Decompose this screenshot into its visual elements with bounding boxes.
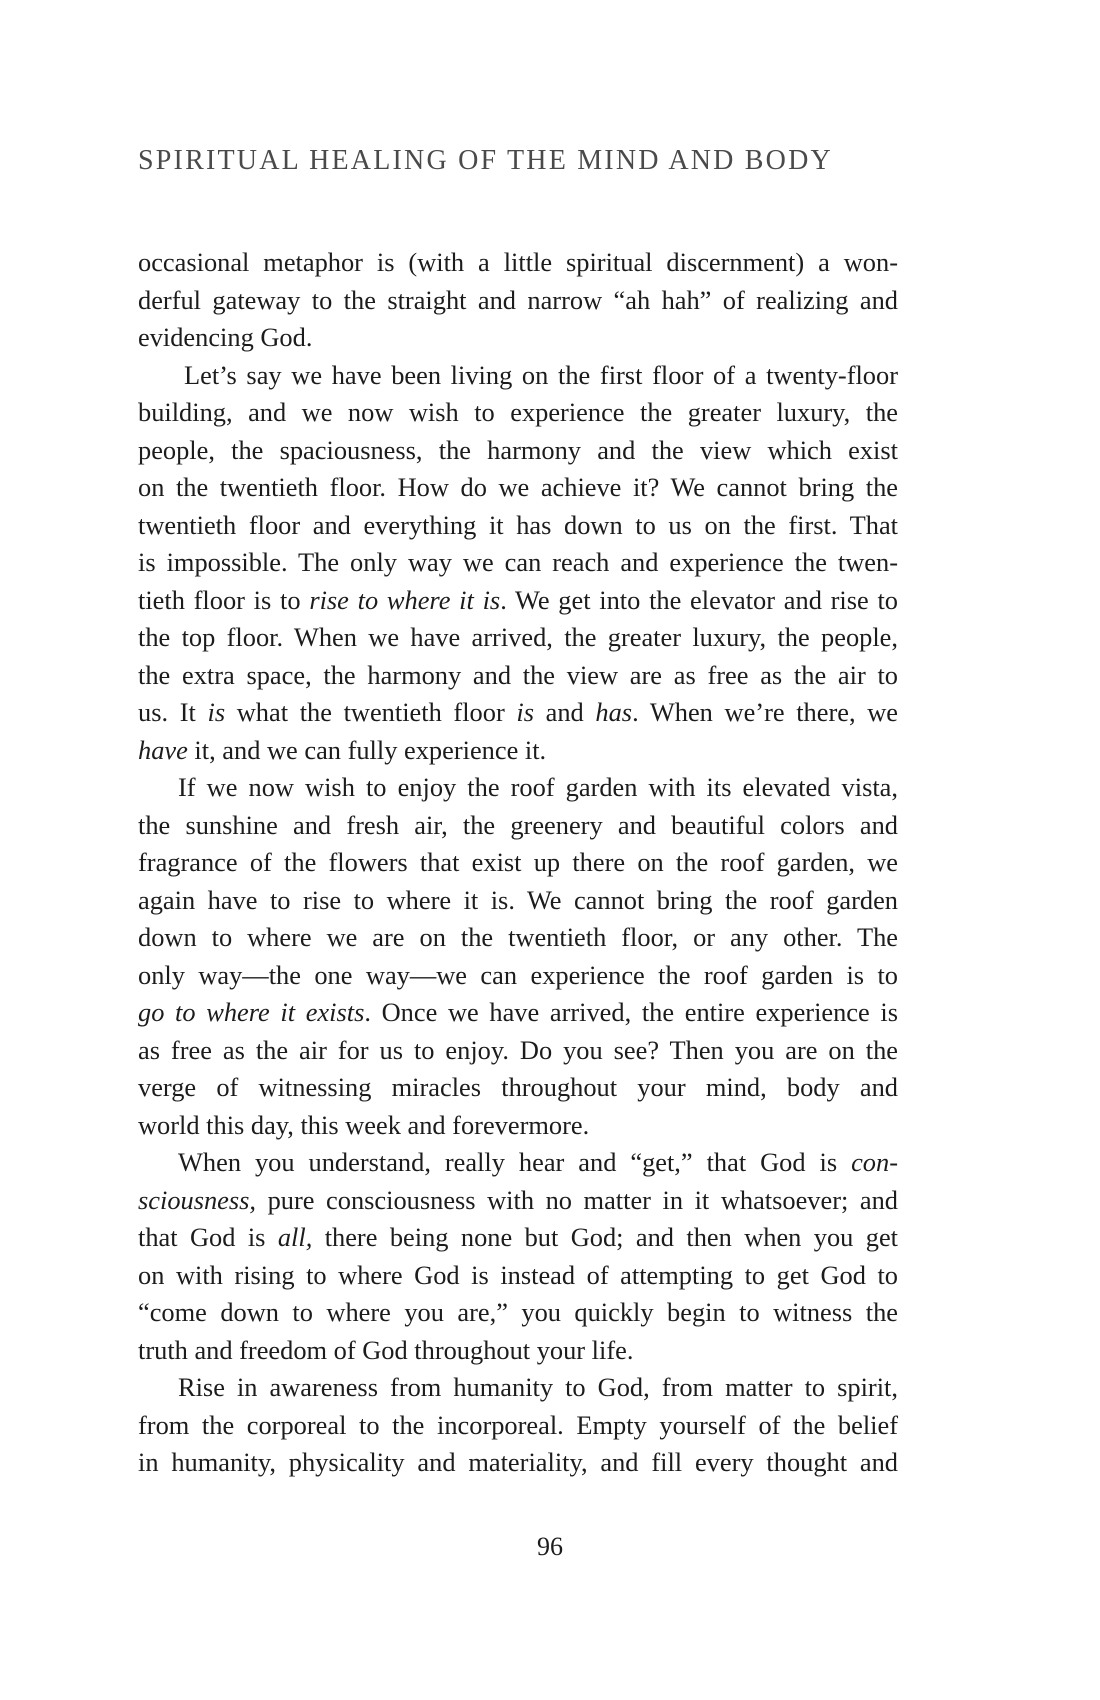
text-run: . When we’re there, we <box>632 697 898 727</box>
text-line: on the twentieth floor. How do we achieve it? We cannot bring the <box>138 472 898 502</box>
italic-run: con- <box>851 1147 898 1177</box>
text-run: . We get into the elevator and rise to <box>500 584 899 615</box>
text-run: . Once we have arrived, the entire experience is <box>364 997 898 1027</box>
text-line: Rise in awareness from humanity to God, from matter to spirit, <box>178 1372 898 1402</box>
text-line: people, the spaciousness, the harmony and the view which exist <box>138 434 898 465</box>
text-line: only way—the one way—we can experience the roof garden is to <box>138 959 898 990</box>
running-head: SPIRITUAL HEALING OF THE MIND AND BODY <box>138 145 833 176</box>
text-run: When you understand, really hear and “get,” that God is <box>178 1147 852 1177</box>
text-line <box>138 582 898 620</box>
text-run: and <box>534 697 596 727</box>
italic-run: rise to where it is <box>309 584 501 615</box>
text-line: truth and freedom of God throughout your life. <box>138 1334 634 1365</box>
text-line: again have to rise to where it is. We cannot bring the roof garden <box>138 884 898 915</box>
text-line: the top floor. When we have arrived, the greater luxury, the people, <box>138 622 898 652</box>
text-line: If we now wish to enjoy the roof garden with its elevated vista, <box>178 772 898 802</box>
text-line: the sunshine and fresh air, the greenery and beautiful colors and <box>138 809 898 840</box>
italic-run: sciousness, <box>138 1184 257 1215</box>
text-run: tieth floor is to <box>138 584 310 615</box>
text-run: what the twentieth floor <box>225 697 517 727</box>
text-run: us. It <box>138 697 208 727</box>
text-line <box>138 1144 898 1182</box>
text-line: fragrance of the flowers that exist up there on the roof garden, we <box>138 847 898 877</box>
text-line: “come down to where you are,” you quickly begin to witness the <box>138 1297 898 1327</box>
text-run: pure consciousness with no matter in it whatsoever; and <box>256 1184 898 1215</box>
italic-run: go to where it exists <box>138 997 365 1027</box>
text-line: the extra space, the harmony and the view are as free as the air to <box>138 659 898 690</box>
text-line: in humanity, physicality and materiality, and fill every thought and <box>138 1447 898 1477</box>
page-number: 96 <box>537 1532 563 1561</box>
italic-run: all, <box>277 1222 313 1252</box>
text-line: world this day, this week and forevermore. <box>138 1109 590 1140</box>
text-line: down to where we are on the twentieth floor, or any other. The <box>138 922 898 952</box>
text-run: that God is <box>138 1222 278 1252</box>
text-line <box>138 694 898 732</box>
text-line: on with rising to where God is instead of attempting to get God to <box>138 1259 898 1290</box>
text-line: building, and we now wish to experience the greater luxury, the <box>138 397 898 427</box>
text-line <box>138 994 898 1032</box>
text-line: evidencing God. <box>138 322 313 352</box>
text-run: it, and we can fully experience it. <box>187 734 547 765</box>
italic-run: has <box>595 697 633 727</box>
text-line: is impossible. The only way we can reach and experience the twen- <box>138 547 898 577</box>
text-line: twentieth floor and everything it has down to us on the first. That <box>138 509 898 540</box>
body-text <box>138 244 898 1482</box>
text-line: as free as the air for us to enjoy. Do you see? Then you are on the <box>138 1034 898 1065</box>
italic-run: is <box>516 697 534 727</box>
italic-run: is <box>207 697 226 727</box>
text-run: there being none but God; and then when you get <box>312 1222 898 1252</box>
text-line <box>138 1182 898 1220</box>
text-line: from the corporeal to the incorporeal. Empty yourself of the belief <box>138 1409 898 1440</box>
text-line <box>138 732 898 770</box>
italic-run: have <box>138 734 188 765</box>
text-line: derful gateway to the straight and narrow “ah hah” of realizing and <box>138 284 898 315</box>
text-line <box>138 1219 898 1257</box>
text-line: verge of witnessing miracles throughout your mind, body and <box>138 1072 898 1102</box>
text-line: Let’s say we have been living on the first floor of a twenty-floor <box>184 359 898 390</box>
text-line: occasional metaphor is (with a little spiritual discernment) a won- <box>138 247 898 277</box>
